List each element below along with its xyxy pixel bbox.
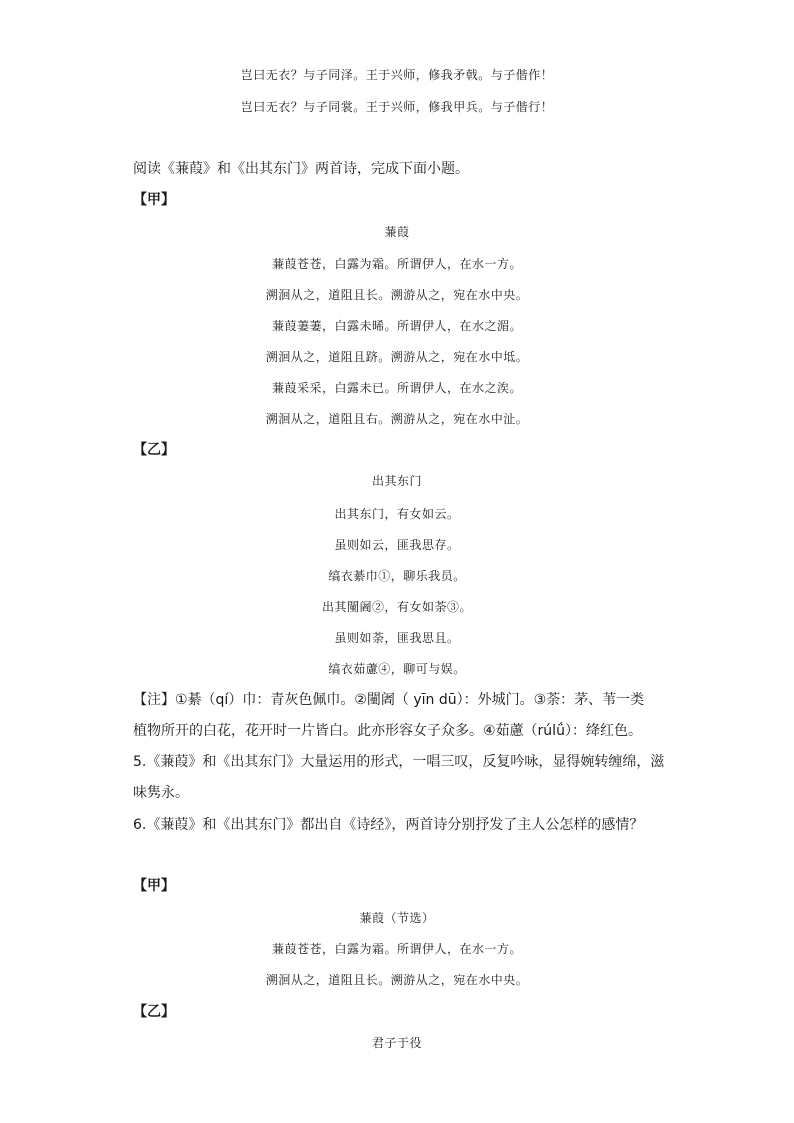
poem-line: 蒹葭萋萋，白露未晞。所谓伊人，在水之湄。 [271,319,522,333]
poem-line: 蒹葭采采，白露未已。所谓伊人，在水之涘。 [271,381,522,395]
poem-line: 溯洄从之，道阻且右。溯游从之，宛在水中沚。 [265,412,529,426]
question-5-line-1: 5.《蒹葭》和《出其东门》大量运用的形式，一唱三叹，反复吟咏，显得婉转缠绵，滋 [133,754,665,770]
poem-line: 出其闉阇②，有女如荼③。 [321,600,472,614]
question-5-line-2: 味隽永。 [133,785,189,801]
poem-line: 虽则如荼，匪我思且。 [334,631,460,645]
notes-line-2: 植物所开的白花，花开时一片皆白。此亦形容女子众多。④茹藘（rúlǘ）：绛红色。 [133,723,642,739]
poem-line: 虽则如云，匪我思存。 [334,538,460,552]
section-yi-title: 出其东门 [371,474,422,488]
question-6: 6.《蒹葭》和《出其东门》都出自《诗经》，两首诗分别抒发了主人公怎样的感情？ [133,817,644,833]
top-poem-line-1: 岂曰无衣？与子同泽。王于兴师，修我矛戟。与子偕作！ [240,68,554,82]
section-jia-title: 蒹葭 [384,225,410,239]
section-yi-marker: 【乙】 [133,442,175,458]
poem-line: 蒹葭苍苍，白露为霜。所谓伊人，在水一方。 [271,942,522,956]
question-intro: 阅读《蒹葭》和《出其东门》两首诗，完成下面小题。 [133,161,469,177]
top-poem-line-2: 岂曰无衣？与子同裳。王于兴师，修我甲兵。与子偕行！ [240,100,554,114]
poem-line: 蒹葭苍苍，白露为霜。所谓伊人，在水一方。 [271,257,522,271]
poem-line: 出其东门，有女如云。 [334,507,460,521]
second-yi-marker: 【乙】 [133,1004,175,1020]
second-yi-title: 君子于役 [371,1036,422,1050]
poem-line: 溯洄从之，道阻且长。溯游从之，宛在水中央。 [265,973,529,987]
second-jia-marker: 【甲】 [133,878,175,894]
poem-line: 缟衣茹藘④，聊可与娱。 [328,662,466,676]
poem-line: 溯洄从之，道阻且跻。溯游从之，宛在水中坻。 [265,350,529,364]
section-jia-marker: 【甲】 [133,192,175,208]
notes-line-1: 【注】①綦（qí）巾：青灰色佩巾。②闉阇（ yīn dū）：外城门。③荼：茅、苇一类 [133,692,645,708]
poem-line: 溯洄从之，道阻且长。溯游从之，宛在水中央。 [265,288,529,302]
second-jia-title: 蒹葭（节选） [359,911,435,925]
poem-line: 缟衣綦巾①，聊乐我员。 [328,569,466,583]
